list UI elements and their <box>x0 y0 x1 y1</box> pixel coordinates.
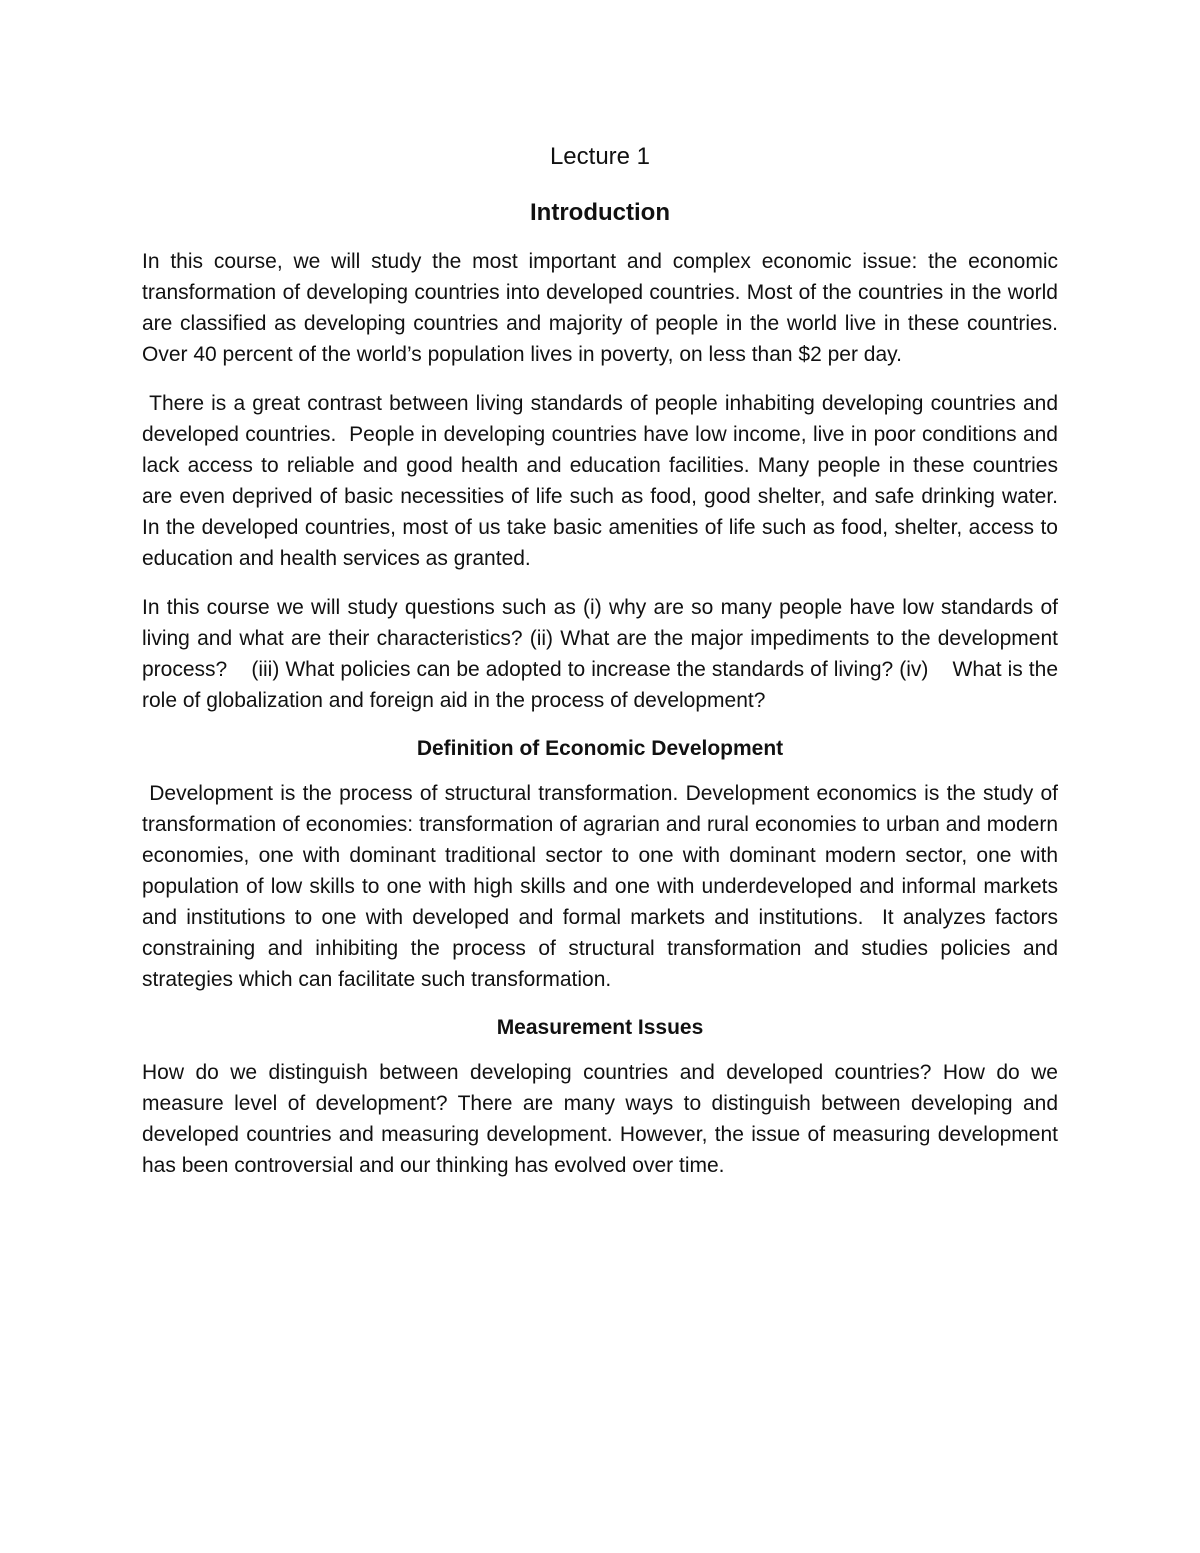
definition-heading: Definition of Economic Development <box>416 737 784 760</box>
intro-paragraph-2: There is a great contrast between living standards of people inhabiting developing countries and developed countries. People in developing countries have low income, live in poor conditions and lack access to reliable and good health and education facilities. Many people in these countries are even deprived of basic necessities of life such as food, good shelter, and safe drinking water. In the developed countries, most of us take basic amenities of life such as food, shelter, access to education and health services as granted. <box>142 392 1070 570</box>
introduction-heading: Introduction <box>530 199 670 226</box>
intro-paragraph-3: In this course we will study questions such as (i) why are so many people have low standards of living and what are their characteristics? (ii) What are the major impediments to the development process? (iii) What policies can be adopted to increase the standards of living? (iv) What is the role of globalization and foreign aid in the process of development? <box>142 596 1064 712</box>
lecture-title: Lecture 1 <box>549 143 651 170</box>
document-content <box>142 140 1070 1199</box>
intro-paragraph-1: In this course, we will study the most important and complex economic issue: the economic transformation of developing countries into developed countries. Most of the countries in the world are classified as developing countries and majority of people in the world live in these countries. Over 40 percent of the world’s population lives in poverty, on less than $2 per day. <box>142 250 1064 366</box>
measurement-paragraph: How do we distinguish between developing countries and developed countries? How do we measure level of development? There are many ways to distinguish between developing and developed countries and measuring development. However, the issue of measuring development has been controversial and our thinking has evolved over time. <box>142 1061 1064 1177</box>
measurement-heading: Measurement Issues <box>496 1016 704 1039</box>
definition-paragraph: Development is the process of structural transformation. Development economics is the study of transformation of economies: transformation of agrarian and rural economies to urban and modern economies, one with dominant traditional sector to one with dominant modern sector, one with population of low skills to one with high skills and one with underdeveloped and informal markets and institutions to one with developed and formal markets and institutions. It analyzes factors constraining and inhibiting the process of structural transformation and studies policies and strategies which can facilitate such transformation. <box>142 782 1064 991</box>
